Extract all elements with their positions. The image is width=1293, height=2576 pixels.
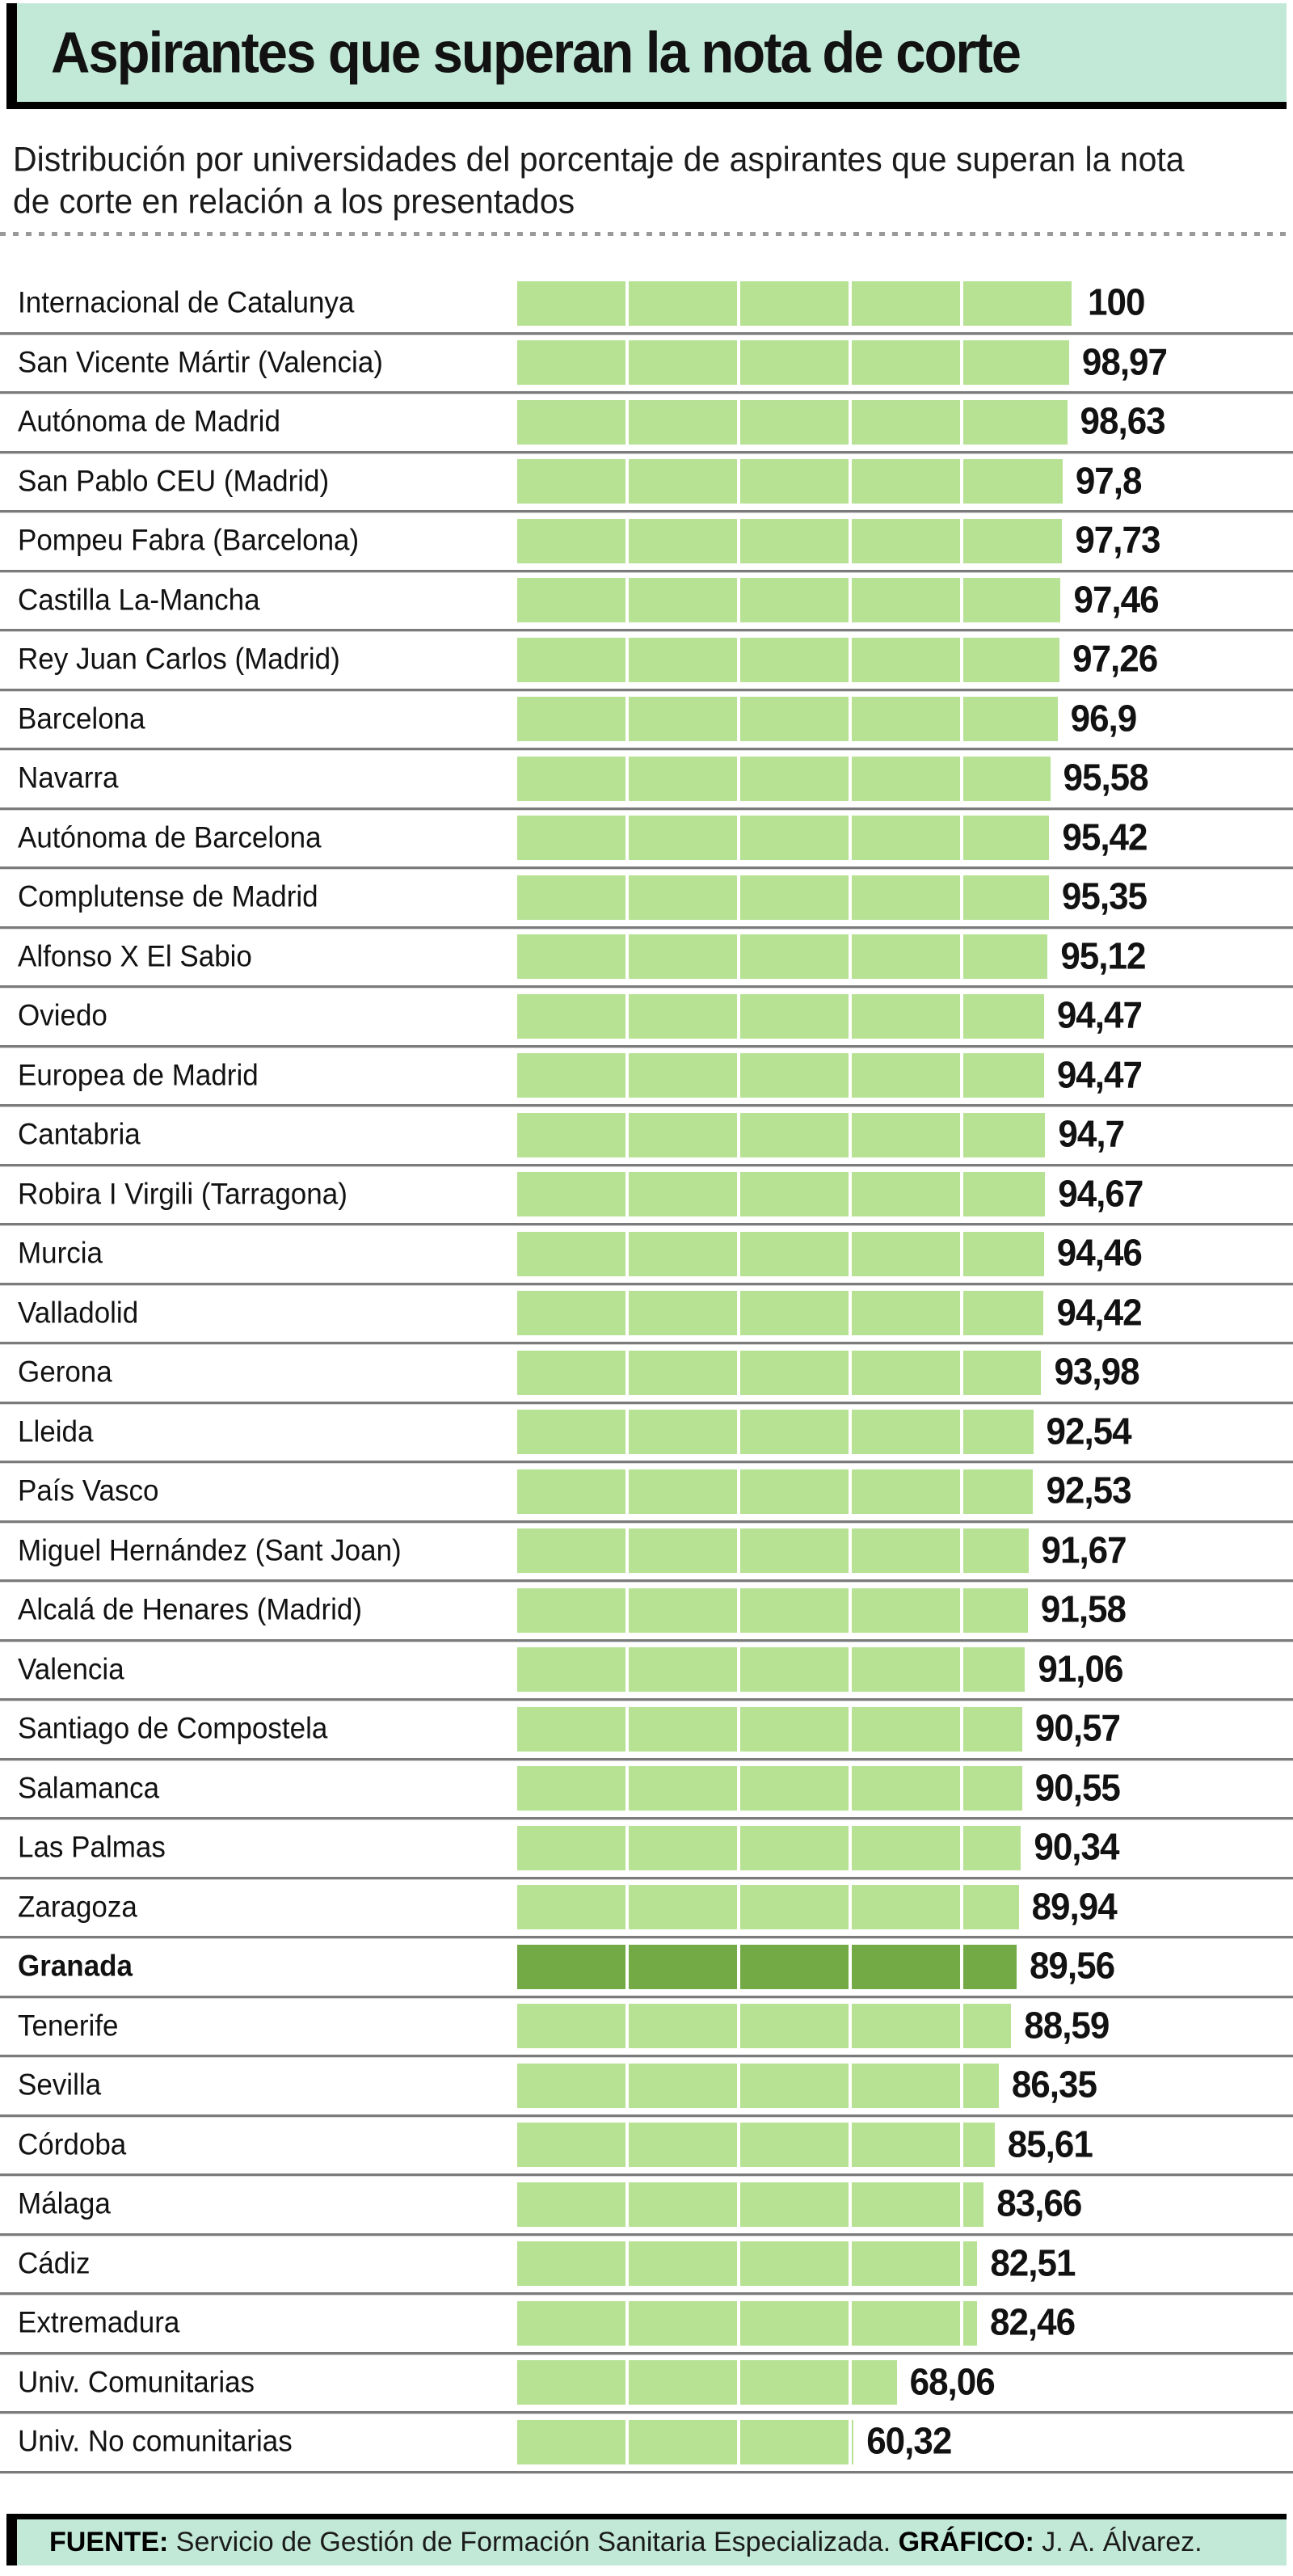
source-credit (17, 2527, 1202, 2558)
row-value: 94,47 (1056, 1054, 1142, 1096)
chart-row (0, 1344, 1293, 1404)
row-label: Santiago de Compostela (18, 1712, 328, 1746)
row-bar (517, 1588, 1028, 1633)
chart-row (0, 1285, 1293, 1345)
chart-row (0, 810, 1293, 870)
row-value: 86,35 (1011, 2064, 1097, 2106)
row-bar-cell (517, 1463, 1293, 1520)
chart-row (0, 1166, 1293, 1226)
row-bar-cell (517, 2355, 1293, 2412)
chart-row (0, 1760, 1293, 1820)
row-label: Salamanca (18, 1771, 160, 1805)
row-label: Las Palmas (18, 1831, 166, 1865)
chart-row (0, 2176, 1293, 2236)
chart-row (0, 1998, 1293, 2058)
row-value: 98,63 (1080, 401, 1165, 443)
row-value: 94,42 (1056, 1292, 1142, 1334)
row-bar (517, 1766, 1022, 1811)
row-bar-cell (517, 988, 1293, 1045)
row-label: Navarra (18, 761, 119, 795)
row-bar-cell (517, 631, 1293, 689)
row-bar (517, 2064, 999, 2108)
row-label: Robira I Virgili (Tarragona) (18, 1177, 347, 1211)
chart-row (0, 988, 1293, 1048)
row-bar (517, 1647, 1025, 1692)
row-bar-cell (517, 2295, 1293, 2352)
chart-row (0, 1404, 1293, 1464)
row-label: San Vicente Mártir (Valencia) (18, 345, 383, 379)
row-bar (517, 994, 1044, 1039)
row-bar (517, 578, 1060, 622)
chart-subtitle: Distribución por universidades del porcentaje de aspirantes que superan la nota de corte en relación a los presentados (13, 140, 1185, 221)
row-bar-cell (517, 1285, 1293, 1343)
chart-row (0, 691, 1293, 751)
row-label: San Pablo CEU (Madrid) (18, 464, 330, 498)
row-label: País Vasco (18, 1474, 159, 1508)
row-value: 96,9 (1070, 698, 1137, 740)
row-label: Univ. Comunitarias (18, 2365, 255, 2399)
row-bar (517, 757, 1051, 801)
row-bar-cell (517, 1166, 1293, 1224)
row-bar-cell (517, 1225, 1293, 1283)
row-bar (517, 2241, 977, 2286)
row-bar-cell (517, 1879, 1293, 1937)
row-value: 91,06 (1038, 1648, 1123, 1690)
row-value: 98,97 (1081, 341, 1167, 383)
row-bar (517, 281, 1075, 326)
row-value: 97,73 (1075, 520, 1160, 562)
row-label: Rey Juan Carlos (Madrid) (18, 643, 340, 677)
row-label: Málaga (18, 2187, 111, 2221)
row-bar-cell (517, 1819, 1293, 1877)
row-bar (517, 1291, 1043, 1335)
row-value: 94,67 (1058, 1173, 1143, 1215)
page-title: Aspirantes que superan la nota de corte (51, 20, 1021, 85)
row-label: Sevilla (18, 2068, 102, 2102)
row-bar-cell (517, 1998, 1293, 2055)
row-label: Castilla La-Mancha (18, 583, 260, 617)
row-bar (517, 1826, 1021, 1870)
row-bar-cell (517, 2057, 1293, 2114)
row-bar (517, 1945, 1017, 1989)
row-bar (517, 2004, 1011, 2048)
row-bar-cell (517, 929, 1293, 986)
row-bar (517, 875, 1049, 920)
row-value: 90,55 (1034, 1767, 1120, 1809)
row-label: Univ. No comunitarias (18, 2425, 293, 2459)
row-bar-cell (517, 1701, 1293, 1758)
row-bar (517, 697, 1058, 741)
row-label: Zaragoza (18, 1890, 137, 1924)
row-label: Tenerife (18, 2009, 119, 2043)
chart-row (0, 2355, 1293, 2414)
row-value: 92,54 (1046, 1410, 1131, 1452)
chart-row (0, 1642, 1293, 1701)
chart-row (0, 1048, 1293, 1107)
row-value: 94,46 (1056, 1233, 1142, 1275)
row-bar-cell (517, 869, 1293, 926)
row-label: Córdoba (18, 2127, 127, 2161)
row-value: 92,53 (1046, 1470, 1131, 1512)
source-text: Servicio de Gestión de Formación Sanitaria Especializada. (168, 2526, 899, 2557)
row-value: 91,58 (1040, 1589, 1126, 1631)
row-value: 94,7 (1058, 1114, 1125, 1156)
row-bar (517, 1469, 1033, 1514)
row-bar (517, 400, 1068, 445)
row-value: 82,51 (990, 2242, 1076, 2284)
row-bar-cell (517, 2414, 1293, 2471)
row-bar (517, 1351, 1041, 1395)
chart-row (0, 1107, 1293, 1166)
row-bar-cell (517, 394, 1293, 451)
dotted-divider (0, 232, 1293, 236)
row-bar (517, 2182, 983, 2227)
row-bar-cell (517, 750, 1293, 807)
row-value: 97,8 (1075, 460, 1142, 502)
row-label: Barcelona (18, 702, 145, 736)
row-value: 90,57 (1034, 1708, 1121, 1750)
row-bar-cell (517, 1582, 1293, 1639)
row-value: 85,61 (1007, 2123, 1093, 2165)
row-label: Complutense de Madrid (18, 880, 318, 914)
row-bar-cell (517, 1344, 1293, 1402)
row-bar (517, 459, 1063, 504)
row-value: 91,67 (1041, 1529, 1127, 1571)
row-bar (517, 1113, 1045, 1157)
row-bar-cell (517, 2176, 1293, 2233)
row-value: 100 (1088, 282, 1145, 324)
row-label: Autónoma de Madrid (18, 405, 280, 439)
chart-row (0, 1582, 1293, 1642)
row-bar (517, 1885, 1019, 1929)
row-bar (517, 2360, 897, 2405)
row-bar-cell (517, 453, 1293, 511)
row-label: Internacional de Catalunya (18, 286, 355, 320)
row-bar-cell (517, 335, 1293, 392)
row-label: Autónoma de Barcelona (18, 820, 322, 854)
row-bar (517, 816, 1049, 860)
row-bar (517, 638, 1059, 682)
title-panel (6, 3, 1287, 109)
row-bar-cell (517, 2117, 1293, 2174)
row-label: Granada (18, 1950, 133, 1984)
row-bar (517, 2301, 977, 2346)
credit-label: GRÁFICO: (898, 2526, 1034, 2557)
row-value: 89,56 (1029, 1946, 1115, 1988)
chart-row (0, 1701, 1293, 1760)
footer-panel (6, 2514, 1287, 2565)
credit-text: J. A. Álvarez. (1034, 2526, 1202, 2557)
chart-row (0, 512, 1293, 572)
row-label: Murcia (18, 1237, 103, 1271)
row-value: 93,98 (1054, 1351, 1139, 1393)
row-bar (517, 1232, 1044, 1276)
row-bar (517, 2123, 995, 2167)
row-label: Extremadura (18, 2306, 180, 2340)
row-bar (517, 934, 1047, 979)
row-label: Valencia (18, 1652, 124, 1686)
chart-row (0, 1938, 1293, 1998)
row-bar-cell (517, 1938, 1293, 1996)
row-value: 90,34 (1034, 1827, 1119, 1869)
chart-row (0, 2236, 1293, 2296)
chart-row (0, 572, 1293, 632)
row-label: Valladolid (18, 1296, 139, 1330)
row-label: Pompeu Fabra (Barcelona) (18, 524, 360, 558)
chart-row (0, 1463, 1293, 1523)
row-label: Cantabria (18, 1118, 141, 1152)
chart-row (0, 1819, 1293, 1879)
row-value: 88,59 (1024, 2005, 1110, 2047)
row-value: 94,47 (1056, 995, 1142, 1037)
chart-row (0, 929, 1293, 989)
row-bar-cell (517, 691, 1293, 748)
row-bar (517, 340, 1069, 385)
row-bar (517, 519, 1062, 563)
row-bar-cell (517, 572, 1293, 630)
row-label: Gerona (18, 1355, 112, 1389)
chart-row (0, 335, 1293, 394)
row-bar (517, 1528, 1029, 1573)
chart-row (0, 394, 1293, 453)
row-label: Europea de Madrid (18, 1058, 259, 1092)
row-bar (517, 1053, 1044, 1098)
chart-row (0, 2414, 1293, 2473)
row-value: 97,26 (1072, 639, 1158, 681)
chart-rows (0, 275, 1293, 2473)
row-value: 95,58 (1063, 757, 1148, 799)
chart-row (0, 1523, 1293, 1583)
chart-row (0, 631, 1293, 691)
row-bar-cell (517, 1642, 1293, 1699)
chart-row (0, 1225, 1293, 1285)
row-bar (517, 1410, 1034, 1454)
row-bar (517, 2420, 853, 2464)
row-bar-cell (517, 512, 1293, 570)
row-label: Lleida (18, 1414, 94, 1448)
row-label: Alfonso X El Sabio (18, 939, 252, 973)
chart-row (0, 869, 1293, 929)
row-value: 83,66 (996, 2183, 1082, 2225)
row-bar-cell (517, 275, 1293, 332)
row-bar-cell (517, 810, 1293, 867)
row-value: 97,46 (1073, 579, 1159, 621)
chart-row (0, 2295, 1293, 2355)
row-value: 95,42 (1062, 816, 1148, 858)
chart-row (0, 453, 1293, 513)
row-bar (517, 1172, 1045, 1216)
row-value: 95,12 (1060, 935, 1146, 977)
row-bar-cell (517, 1107, 1293, 1164)
row-value: 95,35 (1061, 876, 1148, 918)
row-bar-cell (517, 1404, 1293, 1461)
row-bar-cell (517, 1048, 1293, 1105)
source-label: FUENTE: (49, 2526, 169, 2557)
chart-row (0, 2057, 1293, 2117)
row-label: Oviedo (18, 999, 107, 1033)
chart-row (0, 2117, 1293, 2177)
chart-row (0, 1879, 1293, 1939)
row-label: Cádiz (18, 2246, 91, 2280)
row-bar-cell (517, 1760, 1293, 1818)
row-bar (517, 1707, 1022, 1752)
row-bar-cell (517, 1523, 1293, 1580)
row-label: Alcalá de Henares (Madrid) (18, 1593, 363, 1627)
row-value: 89,94 (1031, 1886, 1117, 1928)
row-bar-cell (517, 2236, 1293, 2293)
row-value: 82,46 (989, 2302, 1076, 2344)
chart-row (0, 750, 1293, 810)
chart-row (0, 275, 1293, 335)
row-label: Miguel Hernández (Sant Joan) (18, 1533, 402, 1567)
row-value: 68,06 (909, 2361, 995, 2403)
row-value: 60,32 (866, 2421, 952, 2463)
